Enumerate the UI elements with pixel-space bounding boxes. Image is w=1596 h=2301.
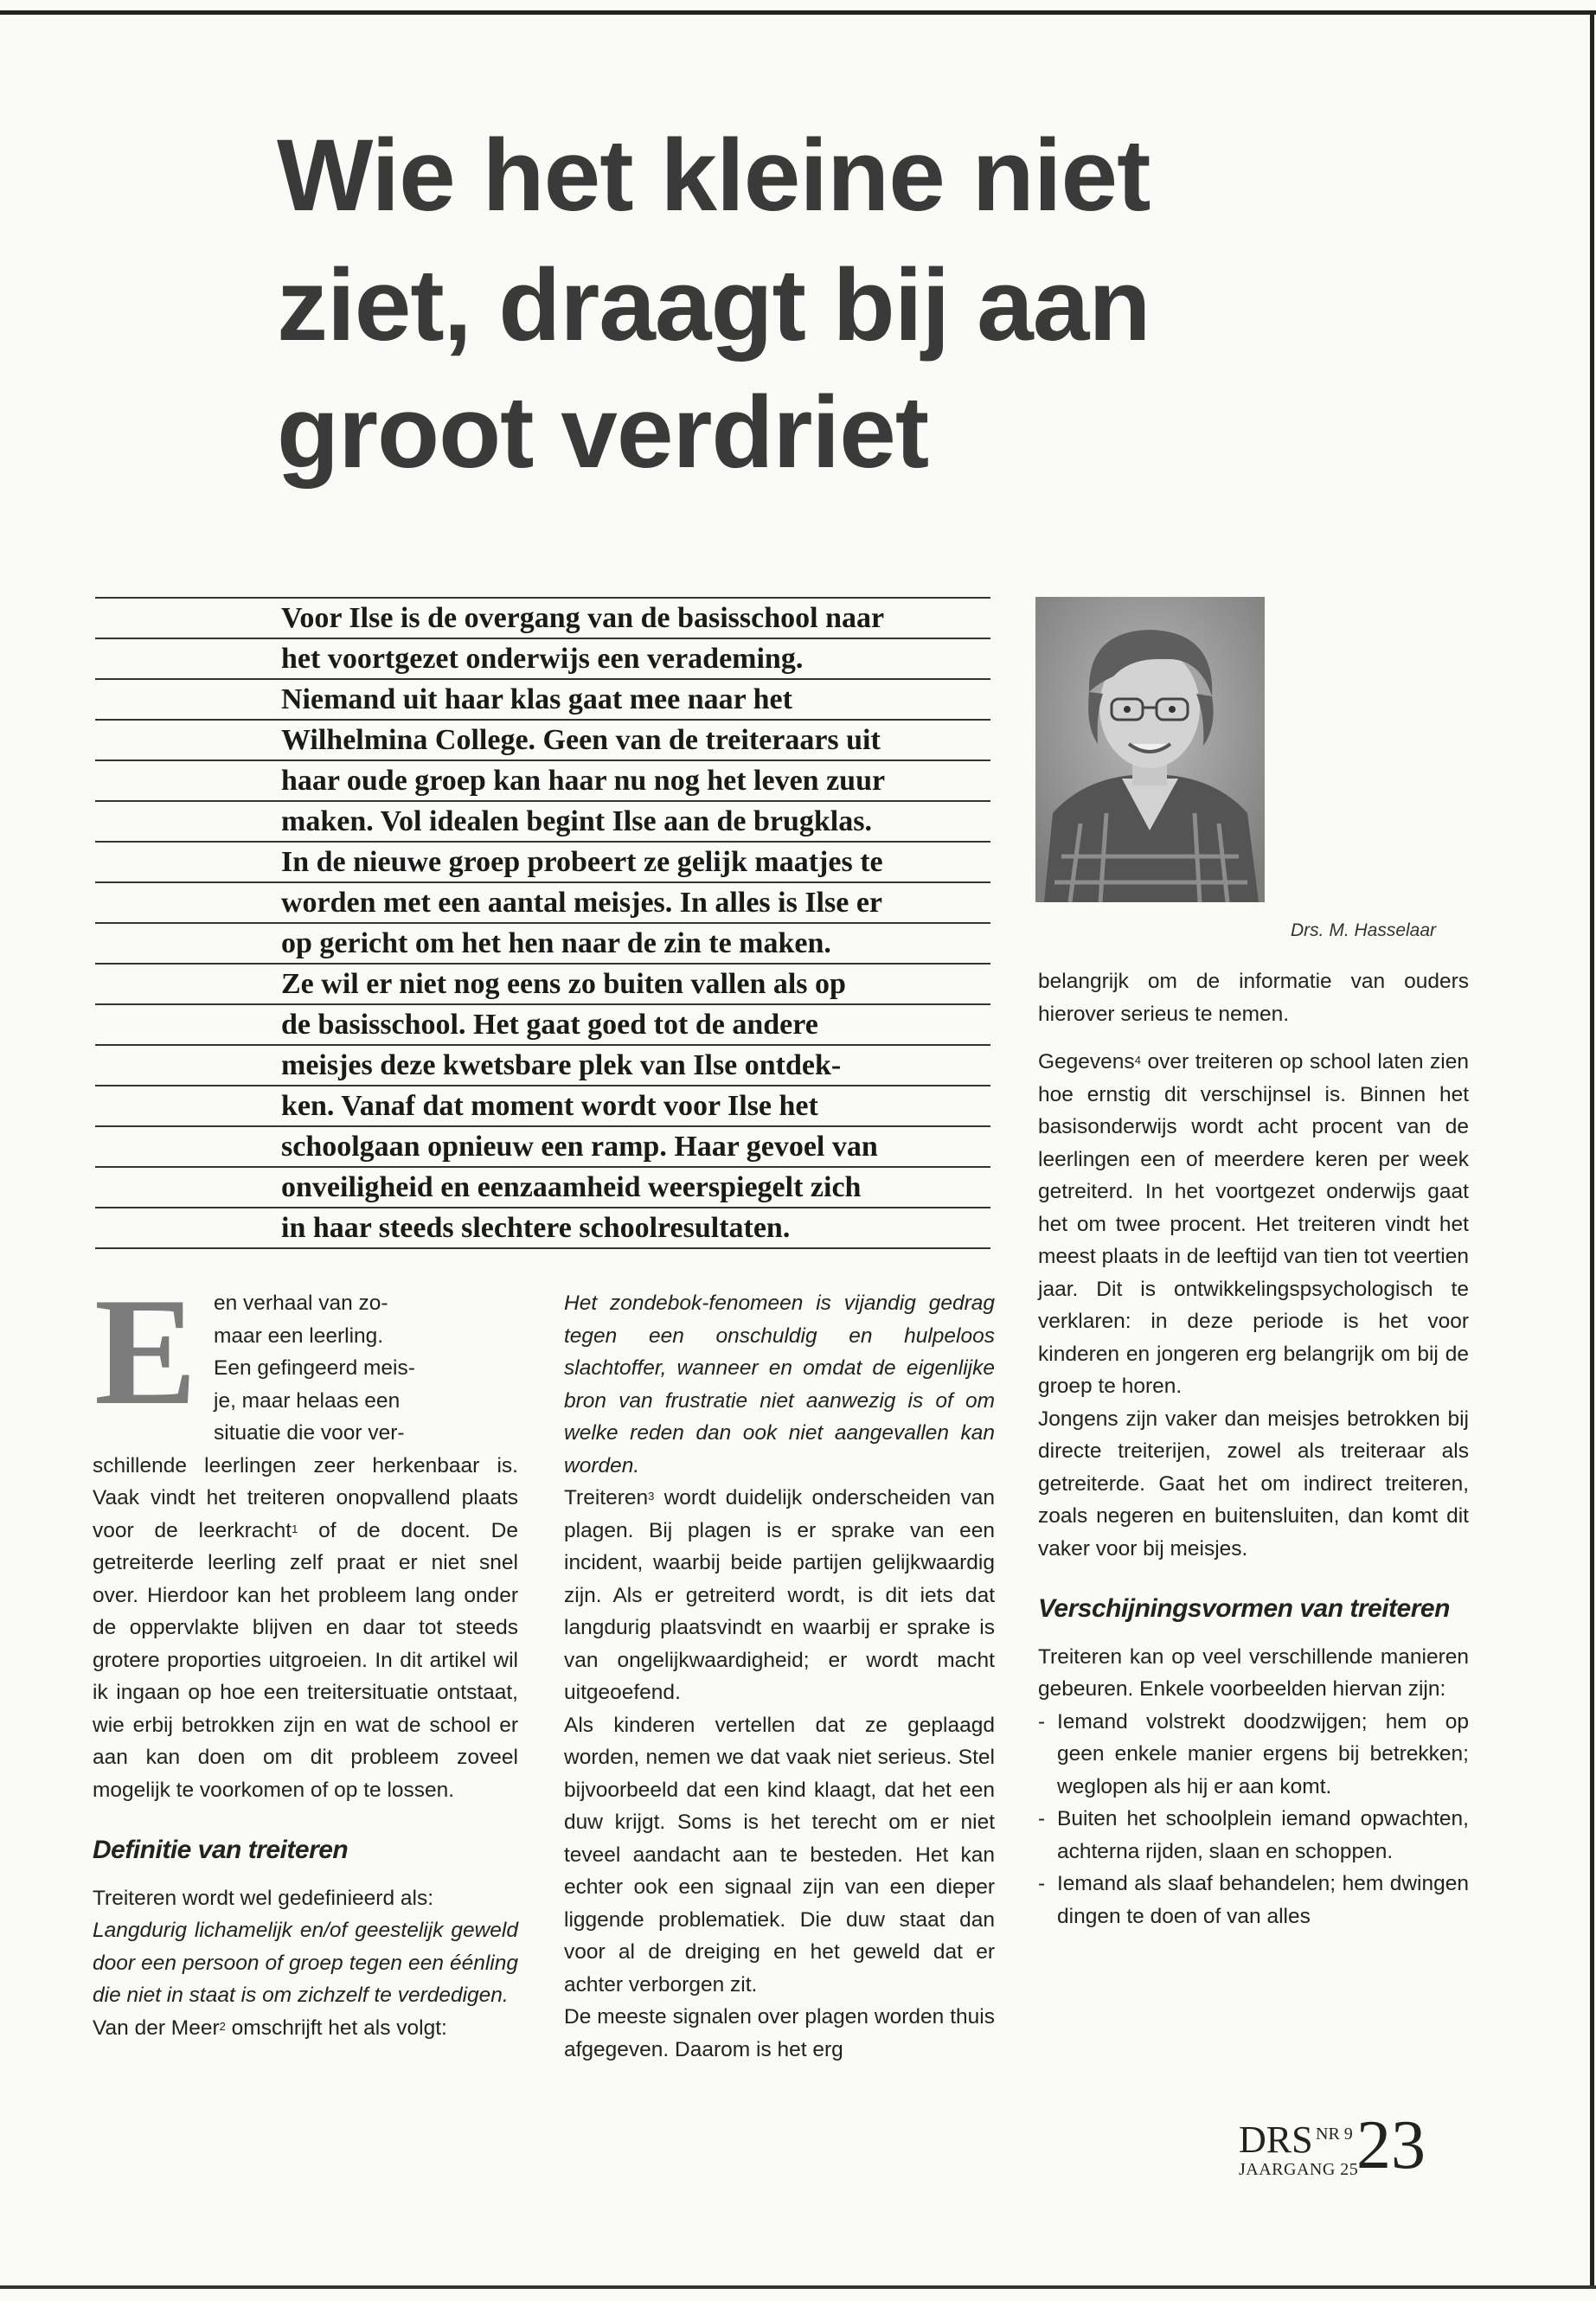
intro-line: je, maar helaas een [214,1388,401,1413]
lead-line: Voor Ilse is de overgang van de basisschool naar [95,597,990,639]
lead-line: meisjes deze kwetsbare plek van Ilse ontdek- [95,1044,990,1086]
lead-line: In de nieuwe groep probeert ze gelijk maatjes te [95,841,990,883]
lead-line: op gericht om het hen naar de zin te maken. [95,922,990,965]
section-heading-definitie: Definitie van treiteren [93,1836,349,1864]
zondebok-quote: Het zondebok-fenomeen is vijandig gedrag tegen een onschuldig en hulpeloos slachtoffer, wanneer en omdat de eigenlijke bron van frustratie niet aanwezig is of om welke reden dan ook niet aangevallen kan worden. [564,1292,995,1477]
lead-line: het voortgezet onderwijs een verademing. [95,638,990,680]
intro-line: Een gefingeerd meis- [214,1356,415,1380]
lead-line: onveiligheid en eenzaamheid weerspiegelt zich [95,1166,990,1208]
treiteren-paragraph: Treiteren$^3$ wordt duidelijk onderscheiden van plagen. Bij plagen is er sprake van een incident, waarbij beide partijen gelijkwaardig zijn. Als er getreiterd wordt, is dit iets dat langdurig plaatsvindt en waarbij er sprake is van ongelijkwaardigheid; er wordt macht uitgeoefend. [564,1486,995,1704]
list-item: - Iemand als slaaf behandelen; hem dwingen dingen te doen of van alles [1038,1868,1469,1932]
page-border-top [0,10,1596,15]
lead-line: worden met een aantal meisjes. In alles is Ilse er [95,881,990,924]
lead-line: Niemand uit haar klas gaat mee naar het [95,678,990,721]
lead-line: haar oude groep kan haar nu nog het leven zuur [95,760,990,802]
jongens-paragraph: Jongens zijn vaker dan meisjes betrokken bij directe treiterijen, zowel als treiteraar als getreiterde. Gaat het om indirect treiteren, zoals negeren en buitensluiten, dan komt dit vaker voor bij meisjes. [1038,1407,1469,1561]
intro-line: situatie die voor ver- [214,1421,405,1445]
page-border-right [1590,10,1594,2285]
intro-line: en verhaal van zo- [214,1292,388,1315]
column-3 [1038,965,1469,1932]
column-2 [564,1287,995,2066]
author-photo [1035,597,1265,902]
section-heading-verschijningsvormen: Verschijningsvormen van treiteren [1038,1594,1450,1623]
lead-rule [95,1247,990,1249]
magazine-brand: DRS [1239,2118,1313,2161]
drop-cap: E [94,1266,197,1437]
list-item: - Iemand volstrekt doodzwijgen; hem op geen enkele manier ergens bij betrekken; weglopen als hij er aan komt. [1038,1706,1469,1804]
lead-line: in haar steeds slechtere schoolresultaten. [95,1207,990,1249]
signalen-paragraph: De meeste signalen over plagen worden thuis afgegeven. Daarom is het erg [564,2005,995,2061]
definition-quote: Langdurig lichamelijk en/of geestelijk geweld door een persoon of groep tegen een éénling die niet in staat is om zichzelf te verdedigen. [93,1919,518,2007]
lead-line: de basisschool. Het gaat goed tot de andere [95,1003,990,1046]
ouders-paragraph: belangrijk om de informatie van ouders hierover serieus te nemen. [1038,970,1469,1026]
list-item: - Buiten het schoolplein iemand opwachten, achterna rijden, slaan en schoppen. [1038,1803,1469,1868]
gegevens-paragraph: Gegevens$^4$ over treiteren op school laten zien hoe ernstig dit verschijnsel is. Binnen het basisonderwijs wordt acht procent van de leerlingen een of meerdere keren per week getreiterd. In het voortgezet onderwijs gaat het om twee procent. Het treiteren vindt het meest plaats in de leeftijd van tien tot veertien jaar. Dit is ontwikkelingspsychologisch te verklaren: in deze periode is het voor kinderen en jongeren erg belangrijk om bij de groep te horen. [1038,1050,1469,1398]
plagen-paragraph: Als kinderen vertellen dat ze geplaagd worden, nemen we dat vaak niet serieus. Stel bijvoorbeeld dat een kind klaagt, dat het een duw krijgt. Soms is het terecht om er niet teveel aandacht aan te besteden. Het kan echter ook een signaal zijn van een dieper liggende problematiek. Die duw staat dan voor al de dreiging en het geweld dat er achter verborgen zit. [564,1713,995,1997]
lead-line: schoolgaan opnieuw een ramp. Haar gevoel van [95,1125,990,1168]
author-portrait-image [1035,597,1265,902]
van-der-meer-line: Van der Meer$^2$ omschrijft het als volgt: [93,2016,447,2040]
volume-label: JAARGANG 25 [1239,2160,1359,2179]
definition-intro: Treiteren wordt wel gedefinieerd als: [93,1886,434,1910]
photo-caption: Drs. M. Hasselaar [1291,920,1437,940]
column-1 [93,1266,518,2044]
issue-number: NR 9 [1316,2125,1353,2144]
lead-line: maken. Vol idealen begint Ilse aan de brugklas. [95,800,990,843]
page-number: 23 [1356,2107,1426,2183]
lead-line: ken. Vanaf dat moment wordt voor Ilse het [95,1085,990,1127]
intro-paragraph: schillende leerlingen zeer herkenbaar is. Vaak vindt het treiteren onopvallend plaats voor de leerkracht$^1$ of de docent. De getreiterde leerling zelf praat er niet snel over. Hierdoor kan het probleem lang onder de oppervlakte blijven en daar tot steeds grotere proporties uitgroeien. In dit artikel wil ik ingaan op hoe een treitersituatie ontstaat, wie erbij betrokken zijn en wat de school er aan kan doen om dit probleem zoveel mogelijk te voorkomen of op te lossen. [93,1453,518,1802]
page-border-bottom [0,2285,1596,2289]
intro-line: maar een leerling. [214,1324,384,1348]
examples-list [1038,1706,1469,1933]
intro-block [93,1266,518,1450]
voorbeelden-intro: Treiteren kan op veel verschillende manieren gebeuren. Enkele voorbeelden hiervan zijn: [1038,1644,1469,1701]
lead-line: Wilhelmina College. Geen van de treiteraars uit [95,719,990,761]
lead-line: Ze wil er niet nog eens zo buiten vallen als op [95,963,990,1005]
